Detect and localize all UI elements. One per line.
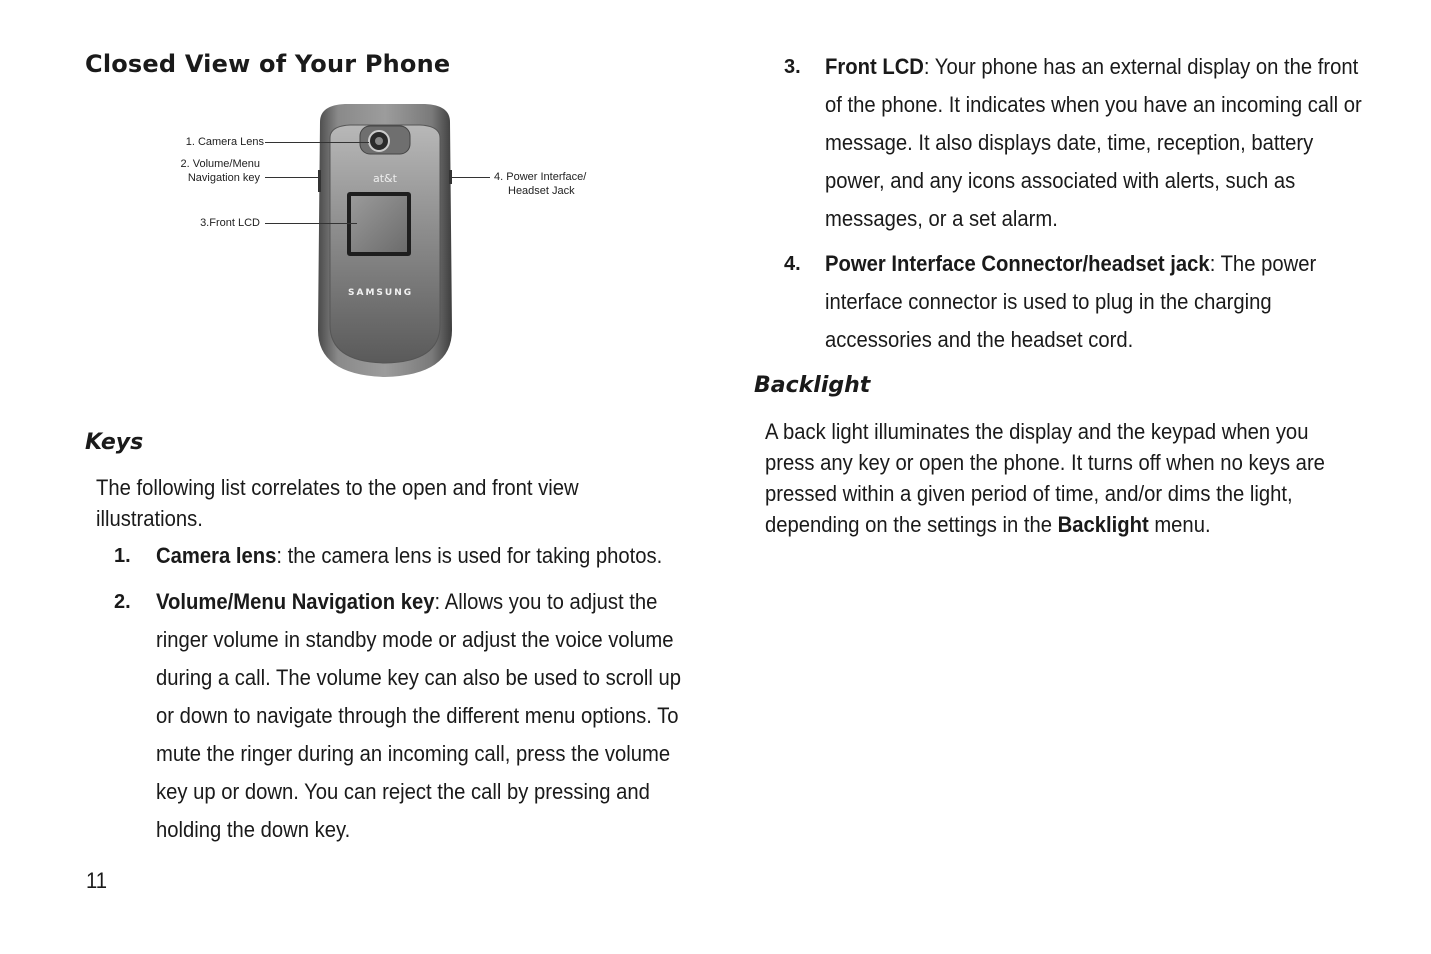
- callout-label: Power Interface/: [506, 171, 587, 183]
- callout-leader-line: [265, 223, 357, 224]
- callout-number: 4.: [494, 171, 504, 183]
- callout-label: Camera Lens: [197, 136, 264, 148]
- callout-camera-lens: [184, 135, 264, 149]
- callout-leader-line: [265, 177, 318, 178]
- callout-volume-key: [172, 157, 260, 185]
- section-heading-keys: Keys: [85, 430, 144, 455]
- backlight-description: [765, 416, 1345, 540]
- carrier-logo: at&t: [373, 172, 397, 185]
- list-item-number: 3.: [784, 56, 801, 78]
- page-number: 11: [86, 868, 108, 893]
- callout-leader-line: [265, 142, 369, 143]
- keys-intro: The following list correlates to the open and front view illustrations.: [96, 475, 579, 531]
- callout-number: 3.: [200, 217, 210, 229]
- list-item-description: : The power interface connector is used to plug in the charging accessories and the headset cord.: [825, 251, 1317, 352]
- list-item-term: Volume/Menu Navigation key: [156, 589, 435, 614]
- backlight-text: A back light illuminates the display and the keypad when you press any key or open the phone. It turns off when no keys are pressed within a given period of time, and/or dims the light, depending on the settings in the: [765, 419, 1325, 537]
- list-item-number: 4.: [784, 253, 801, 275]
- list-item-text: [825, 245, 1340, 359]
- list-item-text: [825, 48, 1363, 238]
- callout-leader-line: [452, 177, 490, 178]
- list-item-term: Front LCD: [825, 54, 924, 79]
- list-item-text: [156, 537, 690, 575]
- callout-front-lcd: [180, 216, 260, 230]
- phone-diagram: [170, 100, 610, 385]
- list-item-term: Power Interface Connector/headset jack: [825, 251, 1210, 276]
- callout-power-interface: [494, 170, 604, 198]
- callout-label: Front LCD: [209, 217, 260, 229]
- list-item-description: : Your phone has an external display on the front of the phone. It indicates when you have an incoming call or message. It also displays date, time, reception, battery power, and any icons associated with alerts, such as messages, or a set alarm.: [825, 54, 1362, 231]
- page-title: Closed View of Your Phone: [85, 50, 451, 78]
- callout-label: Headset Jack: [508, 185, 575, 197]
- list-item-term: Camera lens: [156, 543, 277, 568]
- section-heading-backlight: Backlight: [754, 373, 871, 398]
- list-item-description: : the camera lens is used for taking photos.: [276, 543, 663, 568]
- callout-number: 1.: [185, 136, 195, 148]
- backlight-menu-term: Backlight: [1057, 512, 1149, 537]
- list-item-text: [156, 583, 690, 849]
- brand-logo: SAMSUNG: [348, 288, 414, 298]
- list-item-number: 2.: [114, 591, 131, 613]
- callout-number: 2.: [180, 158, 190, 170]
- callout-label: Volume/Menu: [192, 158, 260, 170]
- list-item-number: 1.: [114, 545, 131, 567]
- callout-label: Navigation key: [187, 172, 260, 184]
- list-item-description: : Allows you to adjust the ringer volume in standby mode or adjust the voice volume during a call. The volume key can also be used to scroll up or down to navigate through the different menu options. To mute the ringer during an incoming call, press the volume key up or down. You can reject the call by pressing and holding the down key.: [156, 589, 682, 842]
- backlight-text: menu.: [1148, 512, 1211, 537]
